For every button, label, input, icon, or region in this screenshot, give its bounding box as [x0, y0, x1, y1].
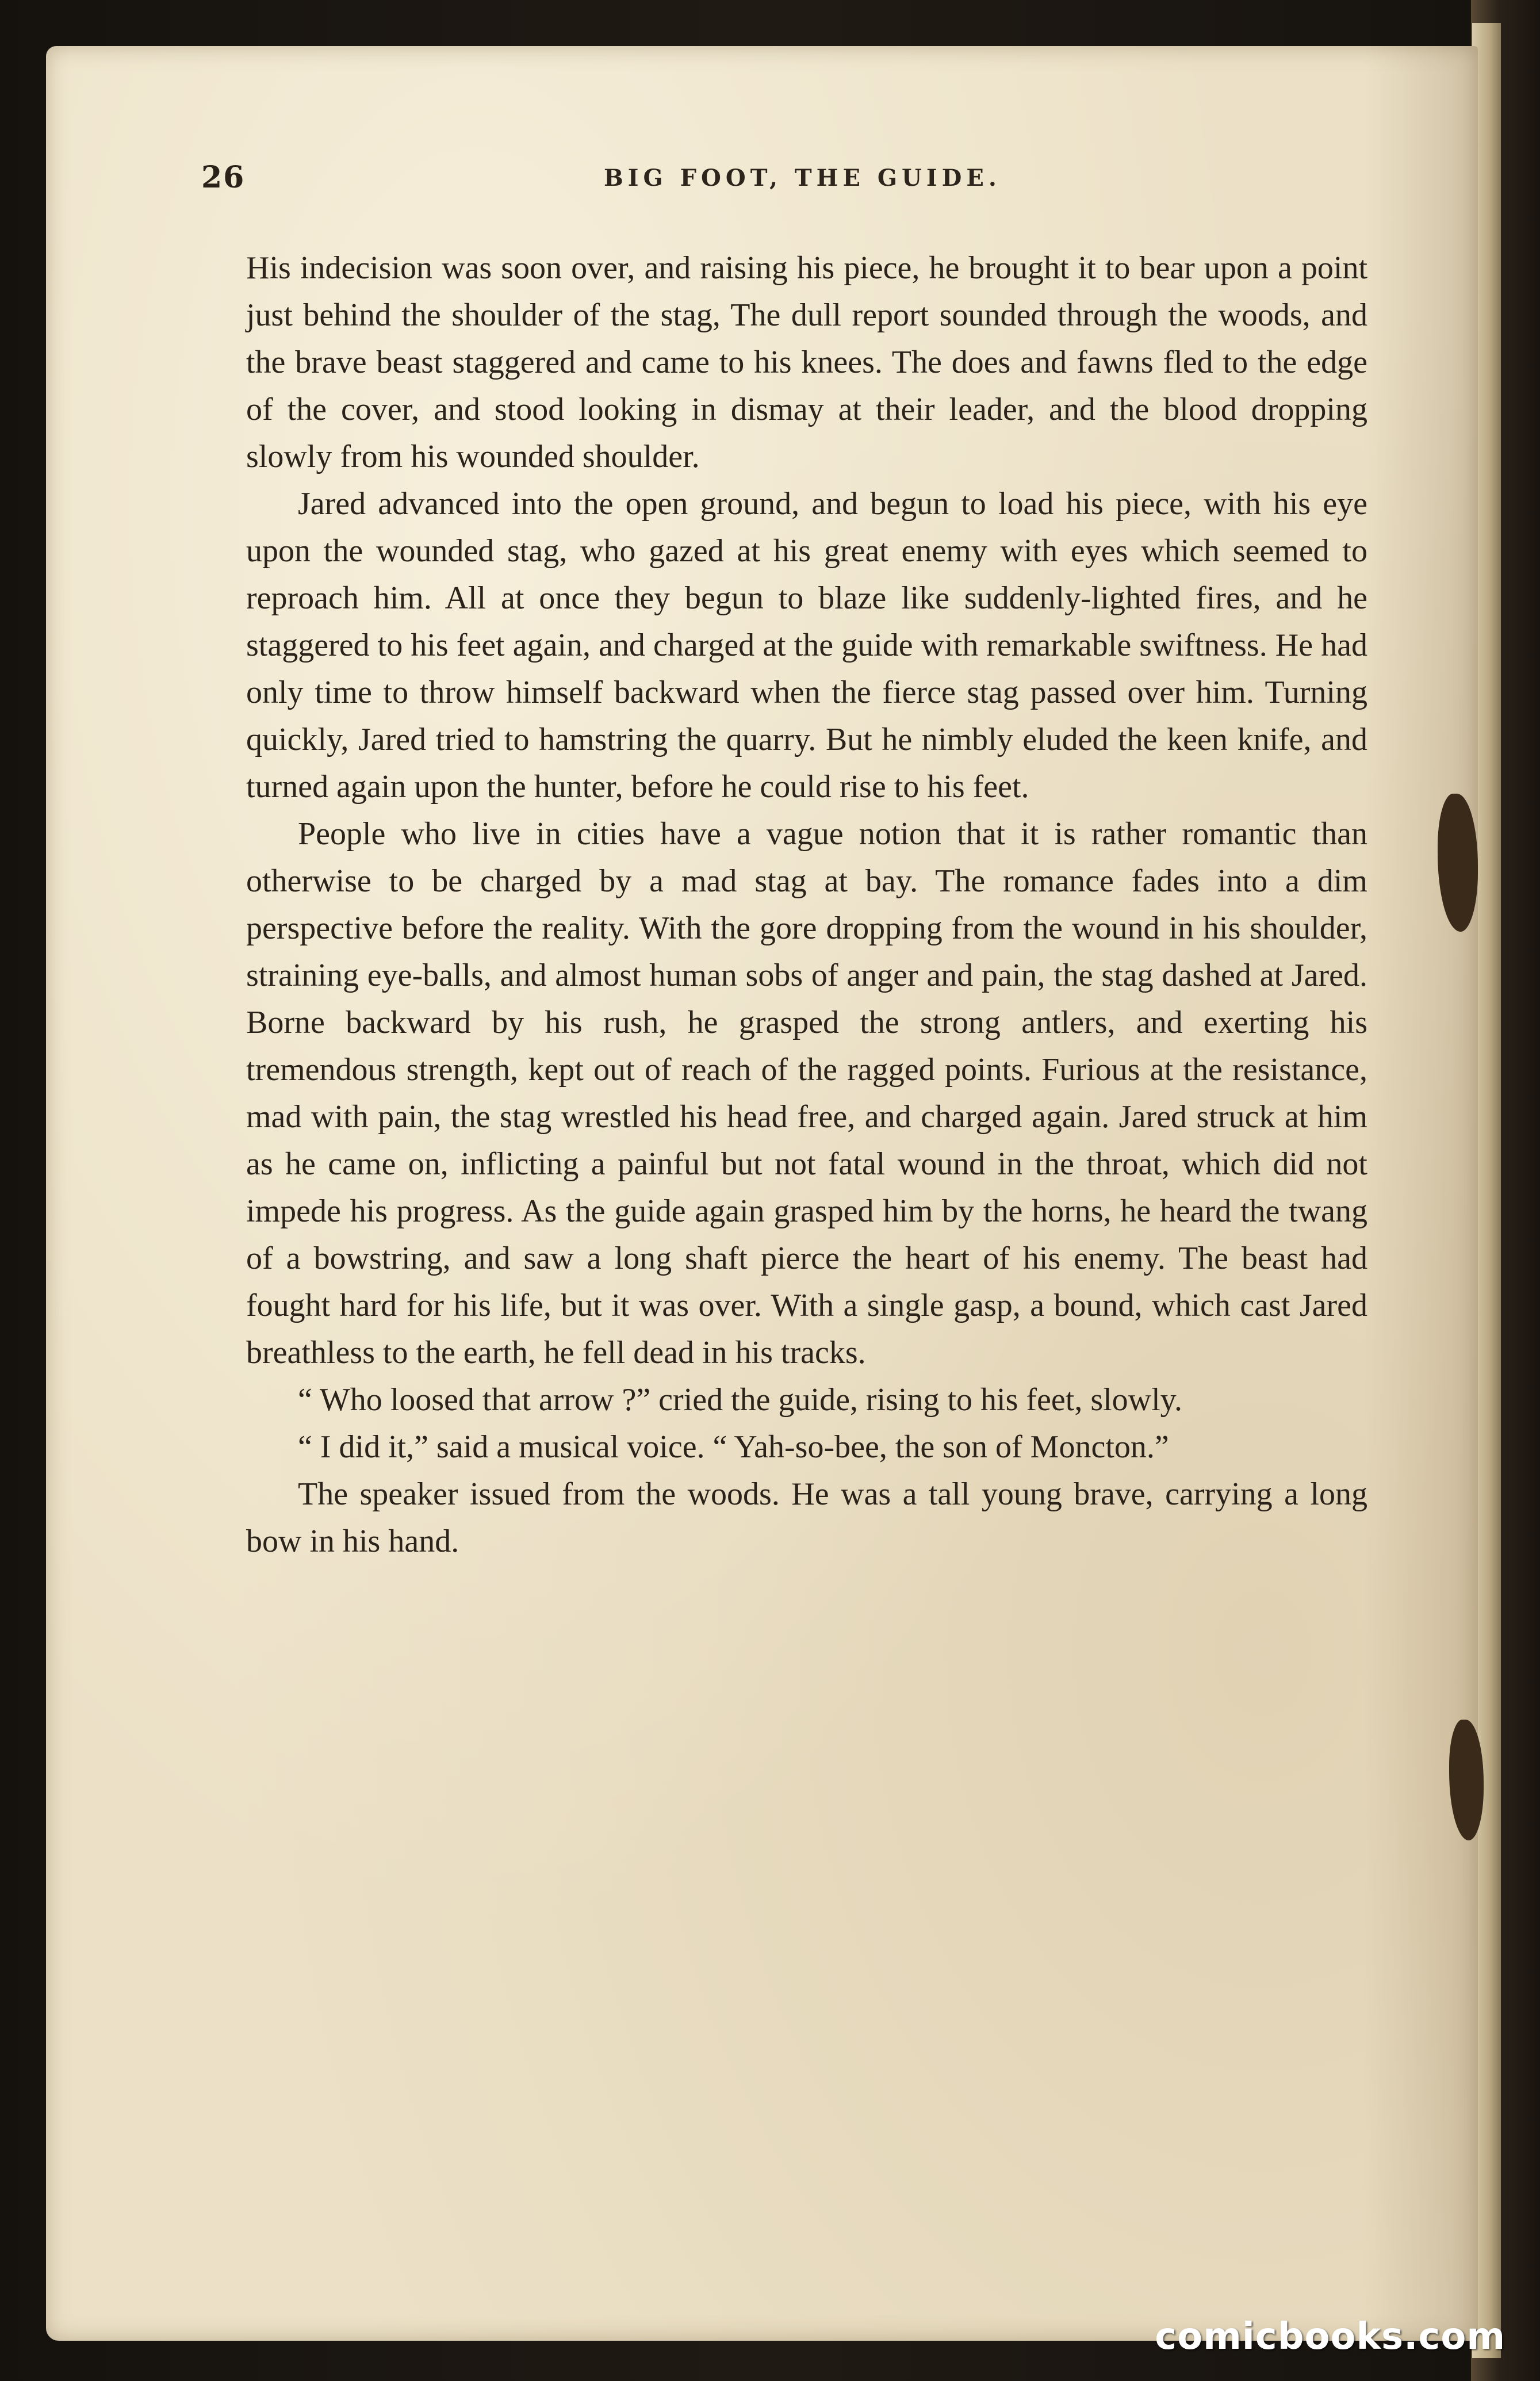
- page-number: 26: [201, 160, 246, 195]
- body-text: [246, 244, 1367, 1565]
- paragraph: People who live in cities have a vague notion that it is rather romantic than otherwise to be charged by a mad stag at bay. The romance fades into a dim perspective before the reality. With the gore dropping from the wound in his shoulder, straining eye-balls, and almost human sobs of anger and pain, the stag dashed at Jared. Borne backward by his rush, he grasped the strong antlers, and exerting his tremendous strength, kept out of reach of the ragged points. Furious at the resistance, mad with pain, the stag wrestled his head free, and charged again. Jared struck at him as he came on, inflicting a painful but not fatal wound in the throat, which did not impede his progress. As the guide again grasped him by the horns, he heard the twang of a bowstring, and saw a long shaft pierce the heart of his enemy. The beast had fought hard for his life, but it was over. With a single gasp, a bound, which cast Jared breathless to the earth, he fell dead in his tracks.: [246, 816, 1367, 1371]
- paragraph: “ I did it,” said a musical voice. “ Yah-so-bee, the son of Moncton.”: [298, 1429, 1169, 1465]
- watermark-logo: comicbooks.com: [1155, 2315, 1505, 2358]
- paragraph: Jared advanced into the open ground, and begun to load his piece, with his eye upon the wounded stag, who gazed at his great enemy with eyes which seemed to reproach him. All at once they begun to blaze like suddenly-lighted fires, and he staggered to his feet again, and charged at the guide with remarkable swiftness. He had only time to throw himself backward when the fierce stag passed over him. Turning quickly, Jared tried to hamstring the quarry. But he nimbly eluded the keen knife, and turned again upon the hunter, before he could rise to his feet.: [246, 486, 1367, 805]
- paragraph: “ Who loosed that arrow ?” cried the guide, rising to his feet, slowly.: [298, 1382, 1183, 1418]
- paragraph: The speaker issued from the woods. He was a tall young brave, carrying a long bow in his hand.: [246, 1476, 1367, 1559]
- paragraph: His indecision was soon over, and raising his piece, he brought it to bear upon a point just behind the shoulder of the stag, The dull report sounded through the woods, and the brave beast staggered and came to his knees. The does and fawns fled to the edge of the cover, and stood looking in dismay at their leader, and the blood dropping slowly from his wounded shoulder.: [246, 250, 1367, 474]
- running-title: BIG FOOT, THE GUIDE.: [604, 164, 1001, 192]
- running-head: [201, 144, 1380, 207]
